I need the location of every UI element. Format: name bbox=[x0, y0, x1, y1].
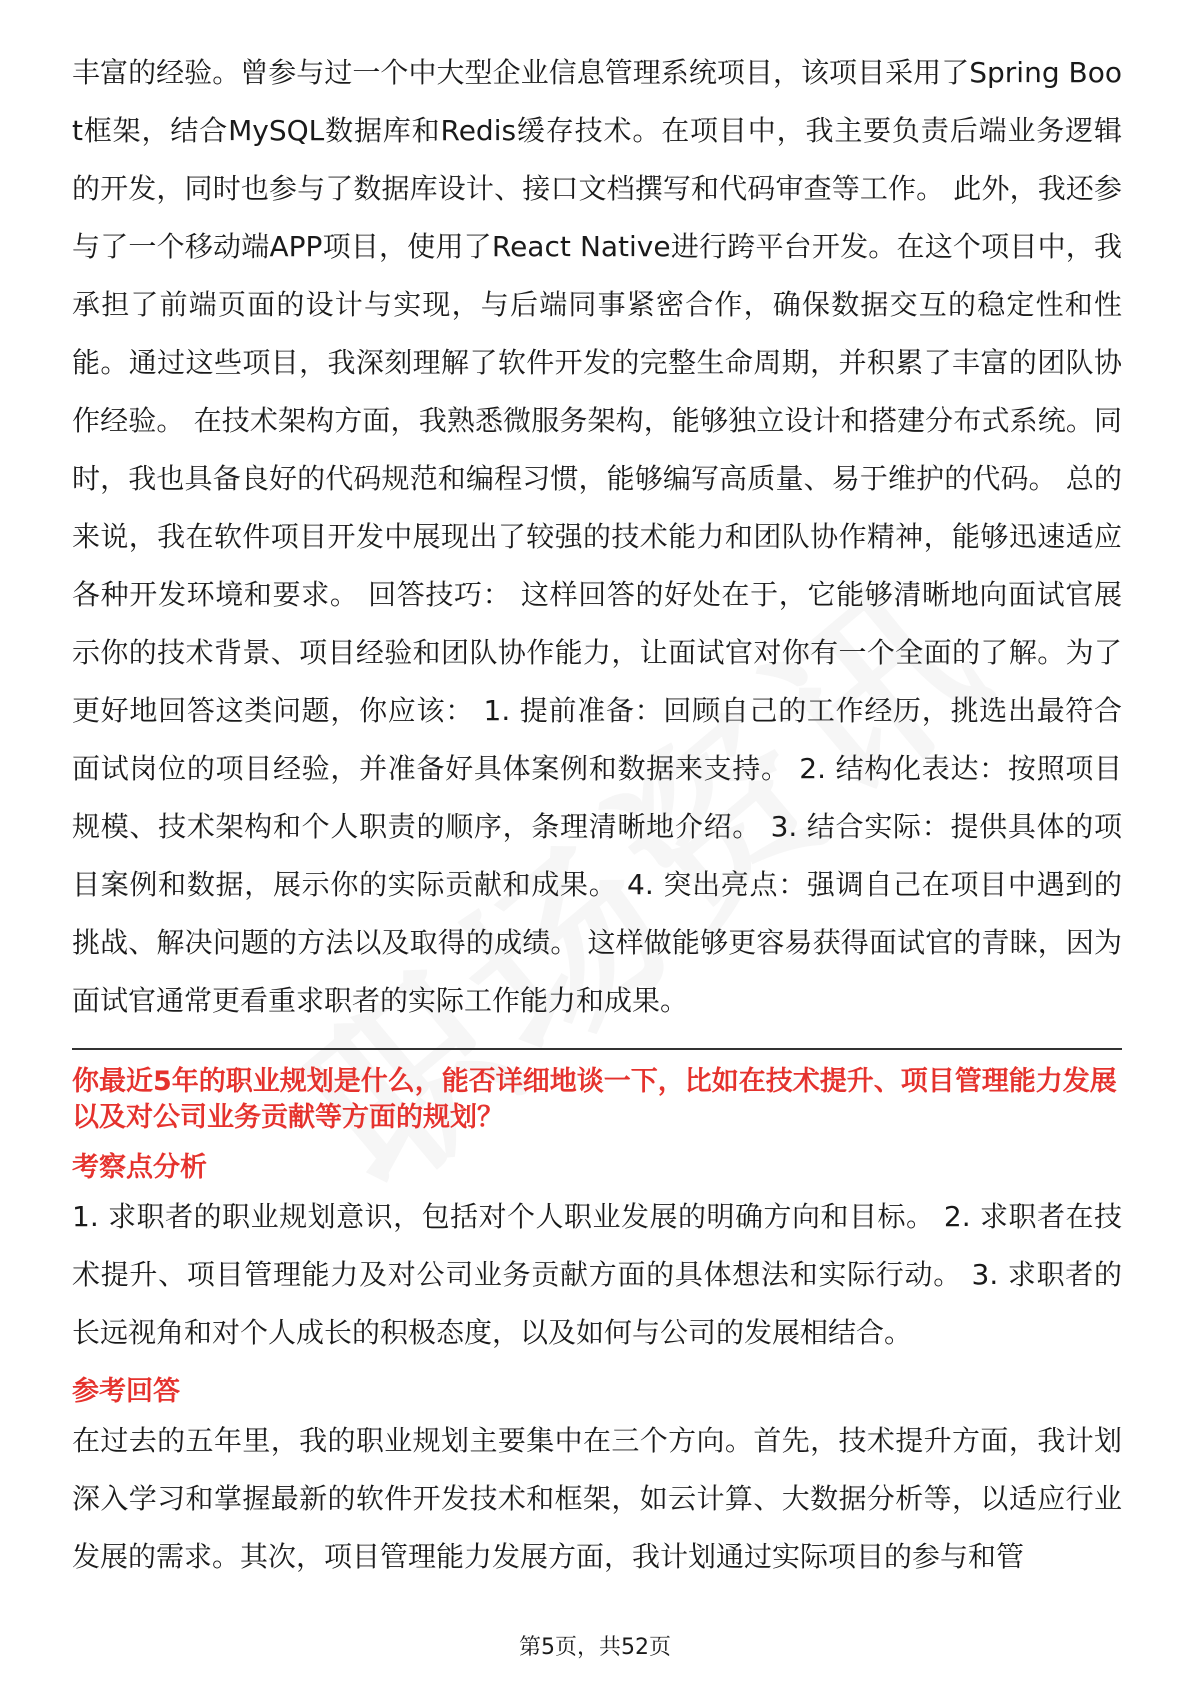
answer-heading: 参考回答 bbox=[72, 1376, 180, 1407]
section-divider bbox=[72, 1048, 1122, 1050]
analysis-heading: 考察点分析 bbox=[72, 1152, 207, 1183]
answer-text: 在过去的五年里，我的职业规划主要集中在三个方向。首先，技术提升方面，我计划深入学习和掌握最新的软件开发技术和框架，如云计算、大数据分析等，以适应行业发展的需求。其次，项目管理能力发展方面，我计划通过实际项目的参与和管 bbox=[72, 1424, 1122, 1573]
page-content bbox=[72, 44, 1122, 1586]
body-paragraph: 丰富的经验。曾参与过一个中大型企业信息管理系统项目，该项目采用了Spring Boot框架，结合MySQL数据库和Redis缓存技术。在项目中，我主要负责后端业务逻辑的开发，同时也参与了数据库设计、接口文档撰写和代码审查等工作。 此外，我还参与了一个移动端APP项目，使用了React Native进行跨平台开发。在这个项目中，我承担了前端页面的设计与实现，与后端同事紧密合作，确保数据交互的稳定性和性能。通过这些项目，我深刻理解了软件开发的完整生命周期，并积累了丰富的团队协作经验。 在技术架构方面，我熟悉微服务架构，能够独立设计和搭建分布式系统。同时，我也具备良好的代码规范和编程习惯，能够编写高质量、易于维护的代码。 总的来说，我在软件项目开发中展现出了较强的技术能力和团队协作精神，能够迅速适应各种开发环境和要求。 回答技巧： 这样回答的好处在于，它能够清晰地向面试官展示你的技术背景、项目经验和团队协作能力，让面试官对你有一个全面的了解。为了更好地回答这类问题，你应该： 1. 提前准备：回顾自己的工作经历，挑选出最符合面试岗位的项目经验，并准备好具体案例和数据来支持。 2. 结构化表达：按照项目规模、技术架构和个人职责的顺序，条理清晰地介绍。 3. 结合实际：提供具体的项目案例和数据，展示你的实际贡献和成果。 4. 突出亮点：强调自己在项目中遇到的挑战、解决问题的方法以及取得的成绩。 这样做能够更容易获得面试官的青睐，因为面试官通常更看重求职者的实际工作能力和成果。 bbox=[72, 56, 1122, 1017]
question-title: 你最近5年的职业规划是什么，能否详细地谈一下，比如在技术提升、项目管理能力发展以及对公司业务贡献等方面的规划？ bbox=[72, 1066, 1117, 1133]
spacer bbox=[72, 1362, 1122, 1372]
analysis-text: 1. 求职者的职业规划意识，包括对个人职业发展的明确方向和目标。 2. 求职者在技术提升、项目管理能力及对公司业务贡献方面的具体想法和实际行动。 3. 求职者的长远视角和对个人成长的积极态度，以及如何与公司的发展相结合。 bbox=[72, 1200, 1122, 1349]
page-footer: 第5页，共52页 bbox=[519, 1635, 671, 1660]
